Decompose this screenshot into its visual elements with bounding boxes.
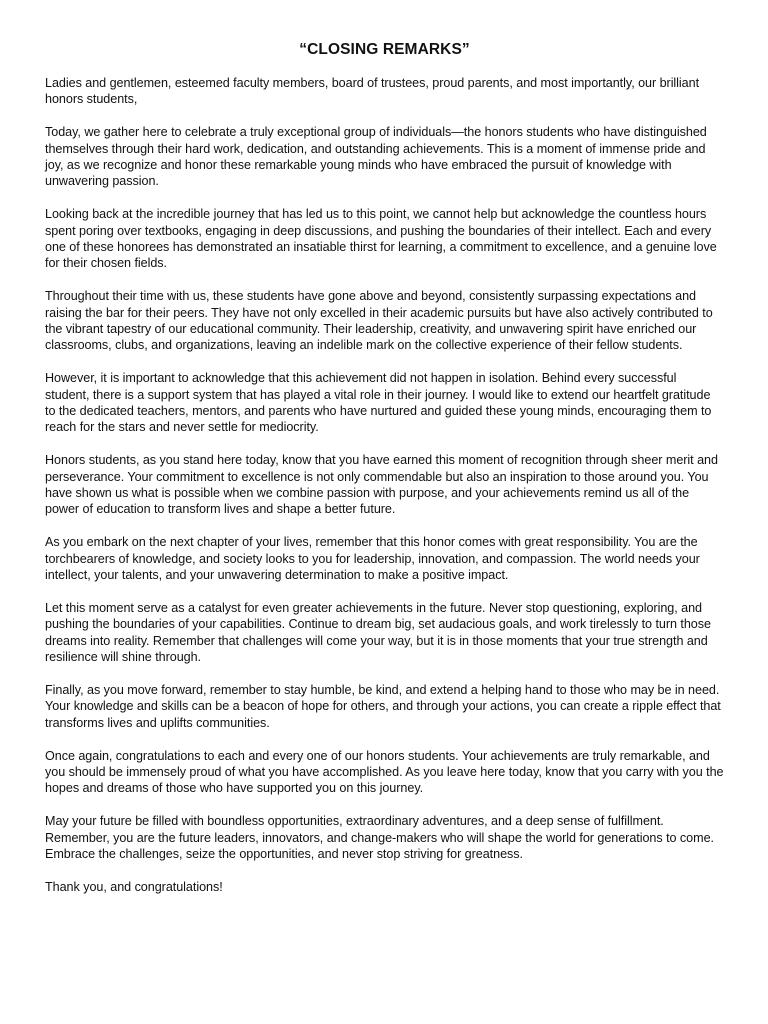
paragraph-recognition: Honors students, as you stand here today, know that you have earned this moment of recognition through sheer merit and perseverance. Your commitment to excellence is not only commendable but also an inspiration to those around you. You have shown us what is possible when we combine passion with purpose, and your achievements remind us all of the power of education to transform lives and shape a better future.: [45, 453, 718, 517]
paragraph-responsibility: As you embark on the next chapter of your lives, remember that this honor comes with great responsibility. You are the torchbearers of knowledge, and society looks to you for leadership, innovation, and compassion. The world needs your intellect, your talents, and your unwavering determination to make a positive impact.: [45, 535, 700, 583]
paragraph-celebration: Today, we gather here to celebrate a truly exceptional group of individuals—the honors students who have distinguished themselves through their hard work, dedication, and outstanding achievements. This is a moment of immense pride and joy, as we recognize and honor these remarkable young minds who have embraced the pursuit of knowledge with unwavering passion.: [45, 125, 707, 189]
paragraph-humility: Finally, as you move forward, remember to stay humble, be kind, and extend a helping hand to those who may be in need. Your knowledge and skills can be a beacon of hope for others, and through your actions, you can create a ripple effect that transforms lives and uplifts communities.: [45, 682, 721, 730]
paragraph-contributions: Throughout their time with us, these students have gone above and beyond, consistently surpassing expectations and raising the bar for their peers. They have not only excelled in their academic pursuits but have also actively contributed to the vibrant tapestry of our educational community. Their leadership, creativity, and unwavering spirit have enriched our classrooms, clubs, and organizations, leaving an indelible mark on the collective experience of their fellow students.: [45, 289, 713, 353]
document-title: “CLOSING REMARKS”: [299, 41, 470, 58]
paragraph-congratulations: Once again, congratulations to each and every one of our honors students. Your achievements are truly remarkable, and you should be immensely proud of what you have accomplished. As you leave here today, know that you carry with you the hopes and dreams of those who have supported you on this journey.: [45, 748, 724, 796]
paragraph-closing: Thank you, and congratulations!: [45, 879, 223, 894]
paragraph-gratitude: However, it is important to acknowledge that this achievement did not happen in isolation. Behind every successful student, there is a support system that has played a vital role in their journey. I would like to extend our heartfelt gratitude to the dedicated teachers, mentors, and parents who have nurtured and guided these young minds, encouraging them to reach for the stars and never settle for mediocrity.: [45, 371, 712, 435]
paragraph-salutation: Ladies and gentlemen, esteemed faculty members, board of trustees, proud parents, and most importantly, our brilliant honors students,: [45, 76, 700, 107]
paragraph-catalyst: Let this moment serve as a catalyst for even greater achievements in the future. Never stop questioning, exploring, and pushing the boundaries of your capabilities. Continue to dream big, set audacious goals, and work tirelessly to turn those dreams into reality. Remember that challenges will come your way, but it is in those moments that your true strength and resilience will shine through.: [45, 600, 711, 665]
paragraph-journey: Looking back at the incredible journey that has led us to this point, we cannot help but acknowledge the countless hours spent poring over textbooks, engaging in deep discussions, and pushing the boundaries of their intellect. Each and every one of these honorees has demonstrated an insatiable thirst for learning, a commitment to excellence, and a genuine love for their chosen fields.: [45, 207, 717, 271]
paragraph-future: May your future be filled with boundless opportunities, extraordinary adventures, and a deep sense of fulfillment. Remember, you are the future leaders, innovators, and change-makers who will shape the world for generations to come. Embrace the challenges, seize the opportunities, and never stop striving for greatness.: [45, 814, 714, 861]
